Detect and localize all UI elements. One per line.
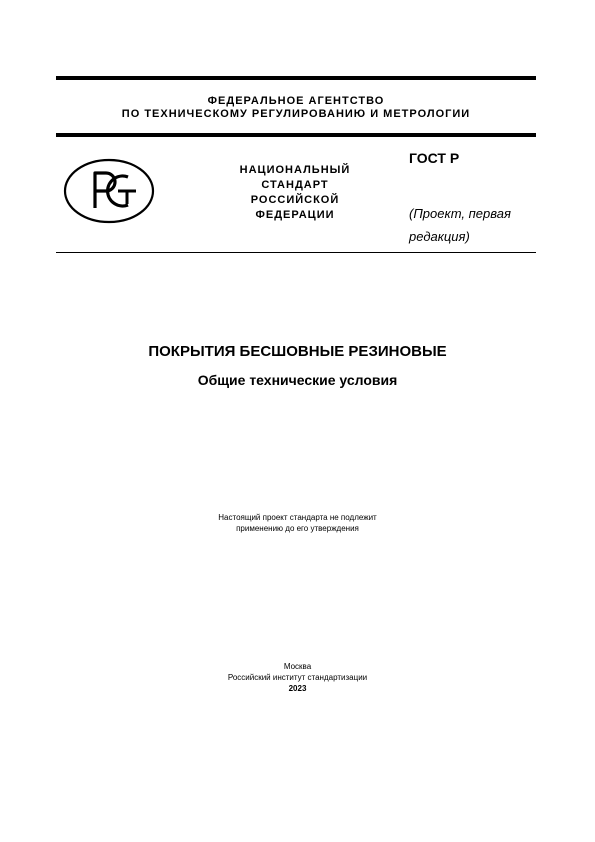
national-line-1: НАЦИОНАЛЬНЫЙ xyxy=(239,164,351,176)
national-line-3: РОССИЙСКОЙ xyxy=(250,194,340,206)
thin-rule xyxy=(56,252,536,253)
imprint-city: Москва xyxy=(283,662,312,671)
top-thick-rule xyxy=(56,76,536,80)
document-subtitle: Общие технические условия xyxy=(197,372,398,388)
imprint-publisher: Российский институт стандартизации xyxy=(227,673,368,682)
imprint xyxy=(0,661,595,694)
middle-thick-rule xyxy=(56,133,536,137)
draft-notice xyxy=(0,512,595,534)
agency-header xyxy=(56,95,536,121)
imprint-year: 2023 xyxy=(288,684,307,693)
agency-line-2: ПО ТЕХНИЧЕСКОМУ РЕГУЛИРОВАНИЮ И МЕТРОЛОГИИ xyxy=(121,108,471,120)
notice-line-2: применению до его утверждения xyxy=(236,524,359,533)
draft-status xyxy=(409,202,539,248)
document-title: ПОКРЫТИЯ БЕСШОВНЫЕ РЕЗИНОВЫЕ xyxy=(148,343,447,360)
draft-line-2: редакция) xyxy=(409,229,470,244)
national-standard-label xyxy=(222,163,368,223)
notice-line-1: Настоящий проект стандарта не подлежит xyxy=(218,513,377,522)
standard-designation: ГОСТ Р xyxy=(409,150,460,166)
national-line-4: ФЕДЕРАЦИИ xyxy=(255,209,335,221)
rst-certification-mark-icon xyxy=(62,156,156,226)
national-line-2: СТАНДАРТ xyxy=(261,179,329,191)
agency-line-1: ФЕДЕРАЛЬНОЕ АГЕНТСТВО xyxy=(207,95,385,107)
draft-line-1: (Проект, первая xyxy=(409,206,511,221)
